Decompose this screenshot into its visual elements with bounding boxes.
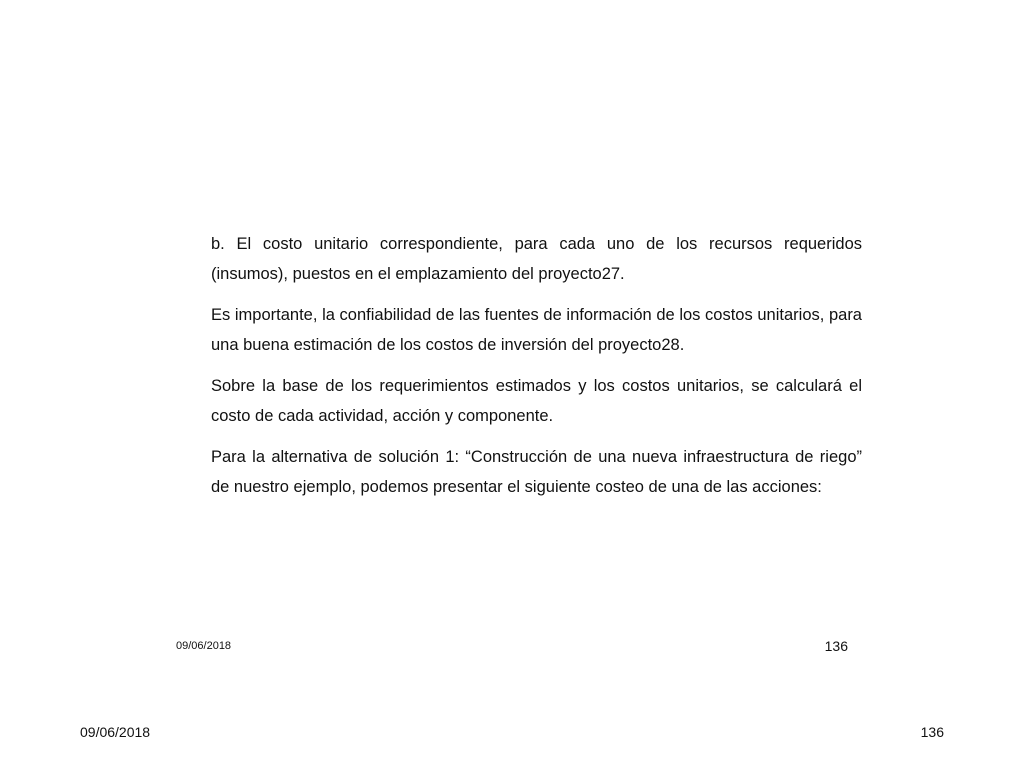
outer-footer-page-number: 136: [920, 724, 944, 740]
paragraph-unit-cost: b. El costo unitario correspondiente, para cada uno de los recursos requeridos (insumos), puestos en el emplazamiento del proyecto27.: [211, 235, 862, 283]
paragraph-reliability: Es importante, la confiabilidad de las fuentes de información de los costos unitarios, para una buena estimación de los costos de inversión del proyecto28.: [211, 306, 862, 354]
outer-footer-date: 09/06/2018: [80, 724, 151, 740]
inner-footer-date: 09/06/2018: [176, 640, 232, 652]
inner-footer: [176, 638, 848, 660]
inner-footer-page-number: 136: [824, 638, 848, 654]
slide-body: [211, 229, 862, 513]
paragraph-calculation: Sobre la base de los requerimientos estimados y los costos unitarios, se calculará el costo de cada actividad, acción y componente.: [211, 377, 862, 425]
outer-footer: [80, 724, 944, 746]
paragraph-alternative: Para la alternativa de solución 1: “Construcción de una nueva infraestructura de riego” de nuestro ejemplo, podemos presentar el siguiente costeo de una de las acciones:: [211, 448, 862, 496]
